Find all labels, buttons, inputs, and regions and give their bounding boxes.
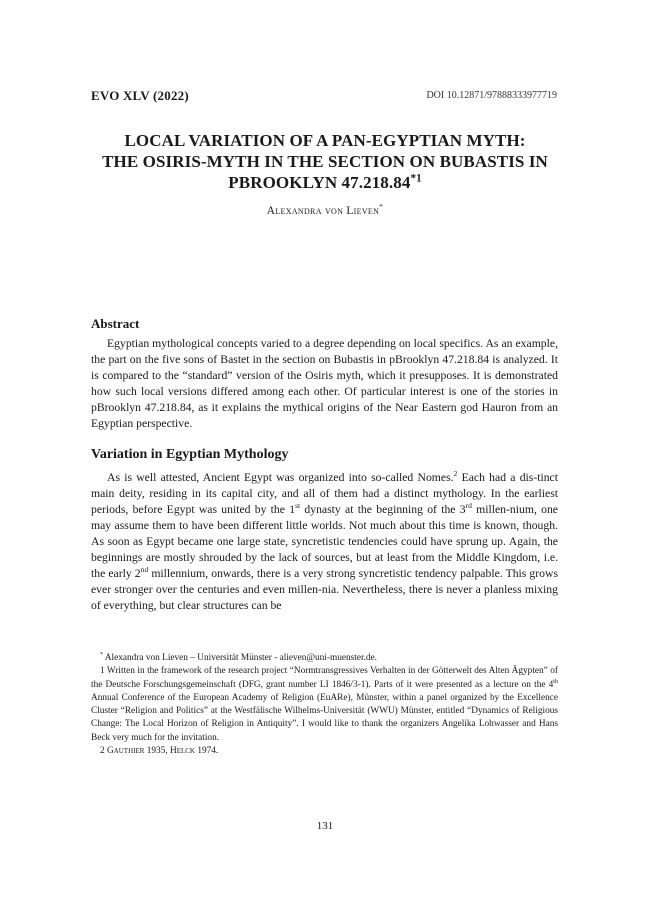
body-text-3: dynasty at the beginning of the 3 [300, 503, 466, 516]
body-text-1: As is well attested, Ancient Egypt was organized into so-called Nomes. [107, 471, 454, 484]
footnote-2-cite-a: Gauthier [106, 746, 145, 757]
footnote-2 [91, 745, 558, 758]
footnotes [91, 652, 558, 758]
title-line-2: THE OSIRIS-MYTH IN THE SECTION ON BUBASTIS IN [102, 152, 548, 171]
footnote-1 [91, 665, 558, 745]
article-title [70, 130, 580, 193]
ordinal-st: st [295, 501, 301, 511]
body-text-5: millennium, onwards, there is a very strong syncretistic tendency palpable. This grows ever stronger over the centuries and even millen-nia. Nevertheless, there is never a planless mixing of everything, but clear structures can be [91, 567, 558, 612]
abstract-body [91, 336, 558, 432]
footnote-2-year-a: 1935, [144, 746, 170, 757]
author-text: Alexandra von Lieven [266, 205, 380, 217]
abstract-paragraph: Egyptian mythological concepts varied to a degree depending on local specifics. As an example, the part on the five sons of Bastet in the section on Bubastis in pBrooklyn 47.218.84 is analyzed. It is compared to the “standard” version of the Osiris myth, which it presupposes. It is demonstrated how such local versions differed among each other. Of particular interest is one of the stories in pBrooklyn 47.218.84, as it explains the mythical origins of the Near Eastern god Hauron from an Egyptian perspective. [91, 337, 558, 430]
body-text-4: millen-nium, one may assume them to have been different little worlds. Not much about this time is known, though. As soon as Egypt became one large state, syncretistic tendencies could have sprung up. Again, the beginnings are mostly shrouded by the lack of sources, but at least from the Middle Kingdom, i.e. the early 2 [91, 503, 558, 580]
footnote-star-mark: * [100, 651, 104, 658]
ordinal-nd: nd [140, 565, 149, 575]
footnote-2-number: 2 [100, 746, 105, 757]
footnote-1-text-a: Written in the framework of the research project “Normtransgressives Verhalten in der Götterwelt des Alten Ägypten” of the Deutsche Forschungsgemeinschaft (DFG, grant number LI 1846/3-1). Parts of it were presented as a lecture on the 4 [91, 666, 558, 690]
doi-header: DOI 10.12871/97888333977719 [426, 90, 557, 101]
footnote-1-number: 1 [100, 666, 105, 677]
title-line-3 [70, 172, 580, 193]
footnote-ref-2: 2 [453, 469, 458, 479]
title-line-3-text: PBROOKLYN 47.218.84 [228, 173, 411, 192]
footnote-2-year-b: 1974. [195, 746, 219, 757]
ordinal-rd: rd [465, 501, 472, 511]
footnote-1-text-b: Annual Conference of the European Academy of Religion (EuARe), Münster, within a panel organized by the Excellence Cluster “Religion and Politics” at the Westfälische Wilhelms-Universität (WWU) Münster, entitled “Dynamics of Religious Change: The Local Horizon of Religion in Antiquity”. I would like to thank the organizers Angelika Lohwasser and Hans Beck very much for the invitation. [91, 692, 558, 743]
footnote-2-cite-b: Helck [170, 746, 195, 757]
abstract-heading: Abstract [91, 316, 140, 331]
section-heading: Variation in Egyptian Mythology [91, 447, 289, 462]
ordinal-th: th [553, 678, 558, 685]
author-name [70, 202, 580, 217]
page-number: 131 [316, 820, 334, 832]
section-body [91, 470, 558, 614]
footnote-author [91, 652, 558, 665]
body-text-2: Each had a dis-tinct main deity, residing in its capital city, and all of them had a distinct mythology. In the earliest periods, before Egypt was united by the 1 [91, 471, 558, 516]
footnote-star-text: Alexandra von Lieven – Universität Münster - alieven@uni-muenster.de. [103, 653, 377, 663]
body-paragraph [91, 470, 558, 614]
author-footnote-mark: * [379, 202, 384, 212]
journal-header: EVO XLV (2022) [91, 88, 189, 103]
title-line-1: LOCAL VARIATION OF A PAN-EGYPTIAN MYTH: [124, 131, 526, 150]
title-footnote-marks: *1 [410, 172, 422, 185]
